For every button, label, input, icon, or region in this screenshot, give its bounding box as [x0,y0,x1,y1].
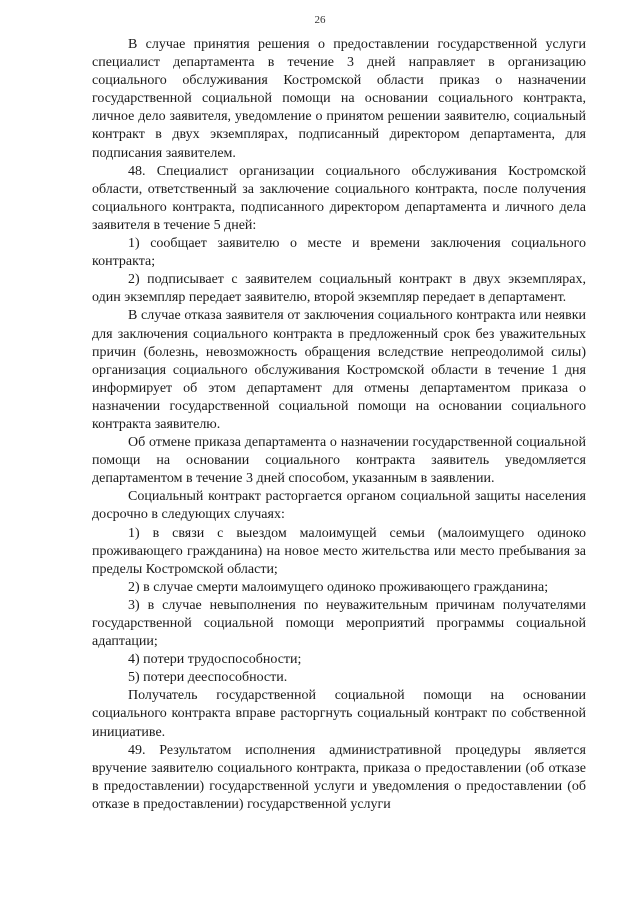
paragraph: 5) потери дееспособности. [128,670,288,686]
paragraph: 4) потери трудоспособности; [128,652,302,668]
paragraph: Социальный контракт расторгается органом социальной защиты населения досрочно в следующих случаях: [92,489,586,523]
paragraph: 49. Результатом исполнения административной процедуры является вручение заявителю социального контракта, приказа о предоставлении (об отказе в предоставлении) государственной услуги и уведомления о предоставлении (об отказе в предоставлении) государственной услуги [92,742,586,812]
page-number: 26 [314,14,326,26]
paragraph: В случае отказа заявителя от заключения социального контракта или неявки для заключения социального контракта в предложенный срок без уважительных причин (болезнь, невозможность обращения вследствие непреодолимой силы) организация социального обслуживания Костромской области в течение 1 дня информирует об этом департамент для отмены департаментом приказа о назначении государственной социальной помощи на основании социального контракта заявителю. [92,308,586,432]
paragraph: 48. Специалист организации социального обслуживания Костромской области, ответственный за заключение социального контракта, после получения социального контракта, подписанного директором департамента и личного дела заявителя в течение 5 дней: [92,163,586,233]
paragraph: В случае принятия решения о предоставлении государственной услуги специалист департамента в течение 3 дней направляет в организацию социального обслуживания Костромской области приказ о назначении государственной социальной помощи на основании социального контракта, личное дело заявителя, уведомление о принятом решении заявителю, социальный контракт в двух экземплярах, подписанный директором департамента, для подписания заявителем. [92,37,586,161]
paragraph: 1) сообщает заявителю о месте и времени заключения социального контракта; [92,236,586,270]
paragraph: 2) в случае смерти малоимущего одиноко проживающего гражданина; [128,579,549,595]
paragraph: 2) подписывает с заявителем социальный контракт в двух экземплярах, один экземпляр передает заявителю, второй экземпляр передает в департамент. [92,272,586,306]
paragraph: Об отмене приказа департамента о назначении государственной социальной помощи на основании социального контракта заявитель уведомляется департаментом в течение 3 дней способом, указанным в заявлении. [92,435,586,487]
paragraph: 1) в связи с выездом малоимущей семьи (малоимущего одиноко проживающего гражданина) на новое место жительства или место пребывания за пределы Костромской области; [92,525,586,577]
paragraph: 3) в случае невыполнения по неуважительным причинам получателями государственной социальной помощи мероприятий программы социальной адаптации; [92,597,586,650]
document-body [92,36,586,814]
paragraph: Получатель государственной социальной помощи на основании социального контракта вправе расторгнуть социальный контракт по собственной инициативе. [92,688,586,740]
